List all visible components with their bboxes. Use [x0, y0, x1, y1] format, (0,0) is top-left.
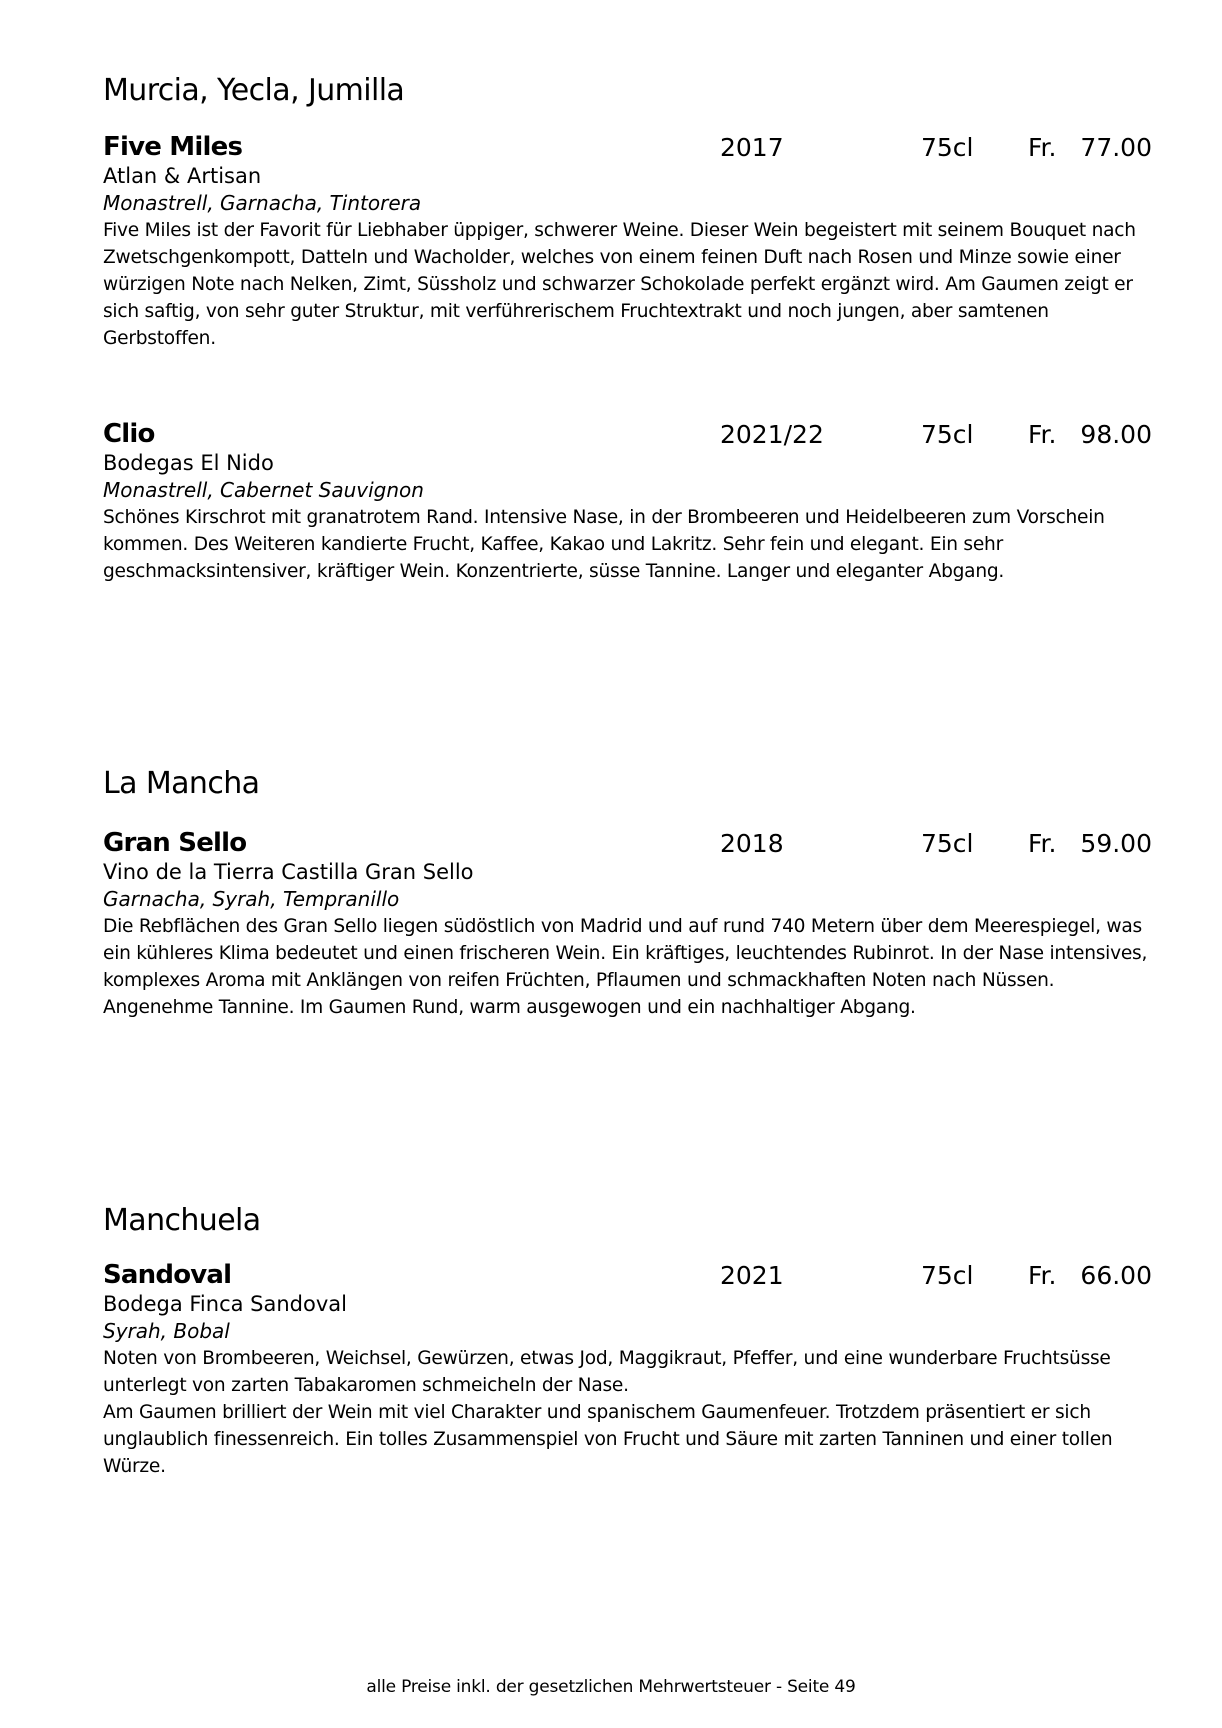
wine-name: Clio	[103, 419, 155, 449]
wine-grapes: Monastrell, Cabernet Sauvignon	[103, 478, 424, 502]
wine-name: Sandoval	[103, 1260, 232, 1290]
wine-producer: Atlan & Artisan	[103, 164, 262, 188]
description-paragraph: Am Gaumen brilliert der Wein mit viel Charakter und spanischem Gaumenfeuer. Trotzdem präsentiert er sich unglaublich finessenreich. Ein tolles Zusammenspiel von Frucht und Säure mit zarten Tanninen und einer tollen Würze.	[103, 1402, 1113, 1477]
wine-entry-five-miles	[103, 130, 1153, 352]
wine-producer: Vino de la Tierra Castilla Gran Sello	[103, 860, 474, 884]
region-title-manchuela: Manchuela	[103, 1203, 261, 1238]
wine-grapes: Garnacha, Syrah, Tempranillo	[103, 887, 400, 911]
wine-entry-clio	[103, 417, 1153, 585]
wine-volume: 75cl	[921, 133, 974, 162]
wine-entry-gran-sello	[103, 826, 1153, 1021]
wine-entry-sandoval	[103, 1258, 1153, 1480]
description-paragraph: Die Rebflächen des Gran Sello liegen südöstlich von Madrid und auf rund 740 Metern über dem Meerespiegel, was ein kühleres Klima bedeutet und einen frischeren Wein. Ein kräftiges, leuchtendes Rubinrot. In der Nase intensives, komplexes Aroma mit Anklängen von reifen Früchten, Pflaumen und schmackhaften Noten nach Nüssen. Angenehme Tannine. Im Gaumen Rund, warm ausgewogen und ein nachhaltiger Abgang.	[103, 916, 1148, 1018]
wine-price: 98.00	[1080, 420, 1152, 449]
wine-name: Gran Sello	[103, 828, 247, 858]
wine-header	[103, 130, 1153, 166]
wine-vintage: 2018	[720, 829, 784, 858]
wine-volume: 75cl	[921, 420, 974, 449]
wine-vintage: 2021	[720, 1261, 784, 1290]
wine-vintage: 2021/22	[720, 420, 824, 449]
wine-price: 77.00	[1080, 133, 1152, 162]
price-currency: Fr.	[1028, 133, 1057, 162]
page-footer: alle Preise inkl. der gesetzlichen Mehrwertsteuer - Seite 49	[366, 1677, 856, 1697]
wine-volume: 75cl	[921, 1261, 974, 1290]
region-title-murcia: Murcia, Yecla, Jumilla	[103, 73, 405, 108]
wine-description	[103, 1345, 1153, 1480]
description-paragraph: Noten von Brombeeren, Weichsel, Gewürzen, etwas Jod, Maggikraut, Pfeffer, und eine wunderbare Fruchtsüsse unterlegt von zarten Tabakaromen schmeicheln der Nase.	[103, 1348, 1111, 1396]
wine-header	[103, 826, 1153, 862]
wine-description	[103, 913, 1153, 1021]
wine-price: 59.00	[1080, 829, 1152, 858]
wine-producer: Bodegas El Nido	[103, 451, 274, 475]
wine-description	[103, 504, 1153, 585]
description-paragraph: Five Miles ist der Favorit für Liebhaber üppiger, schwerer Weine. Dieser Wein begeistert mit seinem Bouquet nach Zwetschgenkompott, Datteln und Wacholder, welches von einem feinen Duft nach Rosen und Minze sowie einer würzigen Note nach Nelken, Zimt, Süssholz und schwarzer Schokolade perfekt ergänzt wird. Am Gaumen zeigt er sich saftig, von sehr guter Struktur, mit verführerischem Fruchtextrakt und noch jungen, aber samtenen Gerbstoffen.	[103, 220, 1136, 349]
wine-grapes: Syrah, Bobal	[103, 1319, 230, 1343]
price-currency: Fr.	[1028, 1261, 1057, 1290]
wine-name: Five Miles	[103, 132, 243, 162]
wine-description	[103, 217, 1153, 352]
wine-header	[103, 1258, 1153, 1294]
region-title-la-mancha: La Mancha	[103, 766, 260, 801]
wine-vintage: 2017	[720, 133, 784, 162]
description-paragraph: Schönes Kirschrot mit granatrotem Rand. Intensive Nase, in der Brombeeren und Heidelbeeren zum Vorschein kommen. Des Weiteren kandierte Frucht, Kaffee, Kakao und Lakritz. Sehr fein und elegant. Ein sehr geschmacksintensiver, kräftiger Wein. Konzentrierte, süsse Tannine. Langer und eleganter Abgang.	[103, 507, 1105, 582]
price-currency: Fr.	[1028, 420, 1057, 449]
wine-producer: Bodega Finca Sandoval	[103, 1292, 347, 1316]
wine-volume: 75cl	[921, 829, 974, 858]
price-currency: Fr.	[1028, 829, 1057, 858]
wine-grapes: Monastrell, Garnacha, Tintorera	[103, 191, 422, 215]
wine-header	[103, 417, 1153, 453]
wine-price: 66.00	[1080, 1261, 1152, 1290]
